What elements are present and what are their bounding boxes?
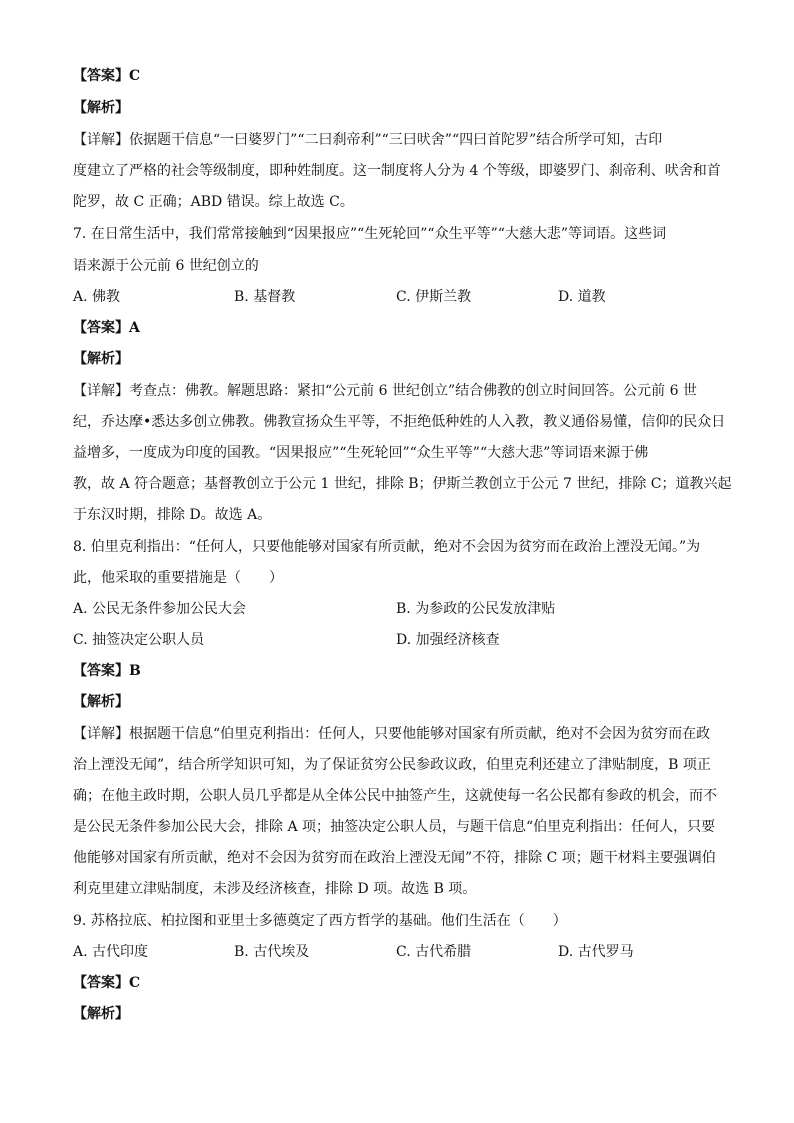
question-stem: 8. 伯里克利指出：“任何人，只要他能够对国家有所贡献，绝对不会因为贫穷而在政治上湮没无闻。”为 xyxy=(73,539,701,555)
option-c: C. 抽签决定公职人员 xyxy=(73,632,205,648)
option-d: D. 古代罗马 xyxy=(558,944,634,960)
answer-line: 【答案】C xyxy=(73,68,141,84)
option-b: B. 古代埃及 xyxy=(234,944,310,960)
detail-line: 利克里建立津贴制度，未涉及经济核查，排除 D 项。故选 B 项。 xyxy=(73,881,477,897)
answer-line: 【答案】B xyxy=(73,663,141,679)
option-d: D. 道教 xyxy=(558,289,606,305)
detail-line: 确；在他主政时期，公职人员几乎都是从全体公民中抽签产生，这就使每一名公民都有参政的机会，而不 xyxy=(73,788,717,804)
option-d: D. 加强经济核查 xyxy=(396,632,500,648)
analysis-heading: 【解析】 xyxy=(73,694,129,710)
detail-line: 纪，乔达摩•悉达多创立佛教。佛教宣扬众生平等，不拒绝低种姓的人入教，教义通俗易懂，信仰的民众日 xyxy=(73,414,726,430)
detail-line: 陀罗，故 C 正确；ABD 错误。综上故选 C。 xyxy=(73,194,354,210)
detail-line: 益增多，一度成为印度的国教。“因果报应”“生死轮回”“众生平等”“大慈大悲”等词语来源于佛 xyxy=(73,445,649,461)
analysis-heading: 【解析】 xyxy=(73,1006,129,1022)
option-b: B. 为参政的公民发放津贴 xyxy=(396,601,556,617)
detail-line: 教，故 A 符合题意；基督教创立于公元 1 世纪，排除 B；伊斯兰教创立于公元 7 世纪，排除 C；道教兴起 xyxy=(73,476,732,492)
question-stem: 7. 在日常生活中，我们常常接触到“因果报应”“生死轮回”“众生平等”“大慈大悲”等词语。这些词 xyxy=(73,226,667,242)
answer-line: 【答案】C xyxy=(73,975,141,991)
analysis-heading: 【解析】 xyxy=(73,351,129,367)
detail-line: 是公民无条件参加公民大会，排除 A 项；抽签决定公职人员，与题干信息“伯里克利指出：任何人，只要 xyxy=(73,819,716,835)
detail-line: 【详解】依据题干信息“一曰婆罗门”“二曰刹帝利”“三曰吠舍”“四曰首陀罗”结合所学可知，古印 xyxy=(73,132,663,148)
answer-line: 【答案】A xyxy=(73,320,140,336)
question-stem: 语来源于公元前 6 世纪创立的 xyxy=(73,258,259,274)
detail-line: 【详解】根据题干信息“伯里克利指出：任何人，只要他能够对国家有所贡献，绝对不会因为贫穷而在政 xyxy=(73,726,711,742)
detail-line: 【详解】考查点：佛教。解题思路：紧扣“公元前 6 世纪创立”结合佛教的创立时间回答。公元前 6 世 xyxy=(73,383,697,399)
detail-line: 他能够对国家有所贡献，绝对不会因为贫穷而在政治上湮没无闻”不符，排除 C 项；题干材料主要强调伯 xyxy=(73,850,716,866)
option-c: C. 古代希腊 xyxy=(396,944,472,960)
detail-line: 治上湮没无闻”，结合所学知识可知，为了保证贫穷公民参政议政，伯里克利还建立了津贴制度，B 项正 xyxy=(73,757,711,773)
option-a: A. 佛教 xyxy=(73,289,121,305)
option-a: A. 公民无条件参加公民大会 xyxy=(73,601,247,617)
detail-line: 于东汉时期，排除 D。故选 A。 xyxy=(73,507,272,523)
detail-line: 度建立了严格的社会等级制度，即种姓制度。这一制度将人分为 4 个等级，即婆罗门、刹帝利、吠舍和首 xyxy=(73,163,721,179)
option-a: A. 古代印度 xyxy=(73,944,149,960)
analysis-heading: 【解析】 xyxy=(73,100,129,116)
option-c: C. 伊斯兰教 xyxy=(396,289,472,305)
question-stem: 此，他采取的重要措施是（ ） xyxy=(73,570,283,586)
question-stem: 9. 苏格拉底、柏拉图和亚里士多德奠定了西方哲学的基础。他们生活在（ ） xyxy=(73,913,567,929)
option-b: B. 基督教 xyxy=(234,289,296,305)
